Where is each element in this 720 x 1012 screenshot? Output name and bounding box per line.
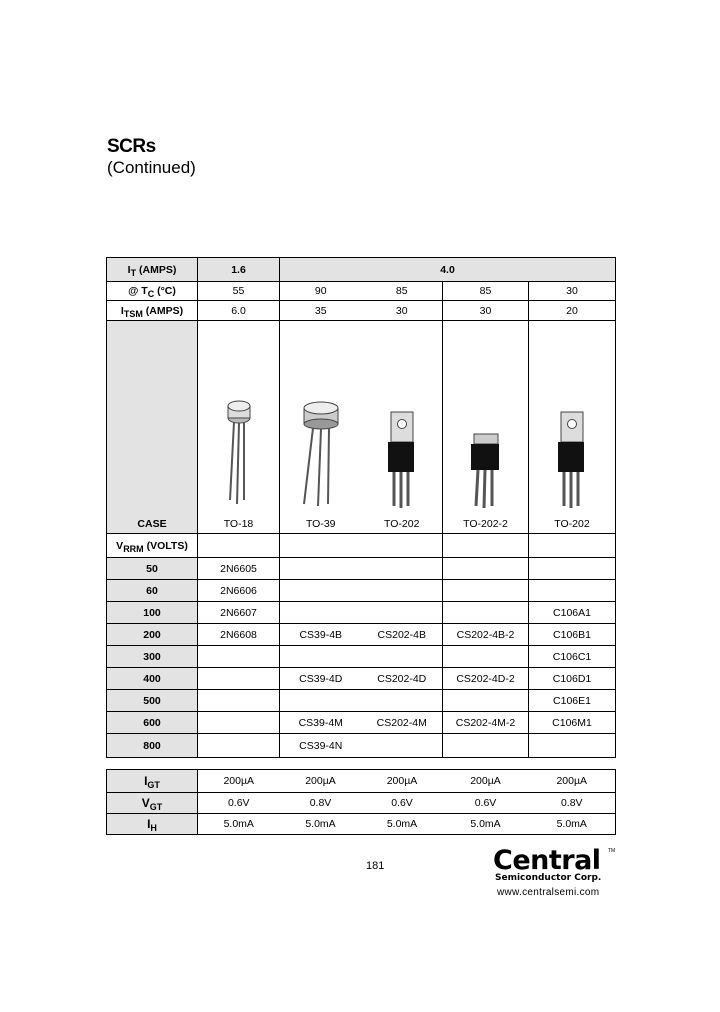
part-number: CS202-4D xyxy=(362,668,443,690)
voltage-row xyxy=(107,712,616,734)
part-number xyxy=(362,690,443,712)
to39-package-icon xyxy=(296,400,346,510)
voltage-row xyxy=(107,602,616,624)
label-subscript: GT xyxy=(147,780,160,790)
vrrm-header-row xyxy=(107,534,616,558)
part-number xyxy=(198,646,280,668)
label-symbol: I xyxy=(127,263,131,276)
part-number xyxy=(280,646,362,668)
tc-row-value: 30 xyxy=(529,282,616,301)
to202-package-icon xyxy=(552,410,592,510)
it-value: 4.0 xyxy=(280,258,616,282)
package-cell xyxy=(198,321,280,534)
to202-package-icon xyxy=(382,410,422,510)
voltage-row xyxy=(107,624,616,646)
part-number: CS202-4B-2 xyxy=(443,624,529,646)
gate-value: 0.6V xyxy=(362,793,443,814)
to18-package-icon xyxy=(219,400,259,510)
voltage-label: 200 xyxy=(107,624,198,646)
part-number xyxy=(443,646,529,668)
label-symbol: I xyxy=(147,817,151,831)
gate-row xyxy=(107,770,616,793)
voltage-row xyxy=(107,558,616,580)
package-cell xyxy=(529,321,616,534)
logo-subtitle: Semiconductor Corp. xyxy=(495,873,602,883)
label-subscript: TSM xyxy=(123,308,143,319)
website-link[interactable]: www.centralsemi.com xyxy=(497,887,600,898)
package-image-row xyxy=(107,321,616,534)
label-unit: (VOLTS) xyxy=(143,539,188,552)
itsm-row-value: 30 xyxy=(443,301,529,321)
empty-cell xyxy=(362,534,443,558)
page-number: 181 xyxy=(366,860,385,872)
part-number xyxy=(198,712,280,734)
itsm-row-label xyxy=(107,301,198,321)
part-number xyxy=(443,602,529,624)
case-name: TO-18 xyxy=(223,518,254,530)
gate-value: 0.6V xyxy=(198,793,280,814)
empty-cell xyxy=(443,534,529,558)
scr-selection-table xyxy=(106,257,616,758)
gate-value: 0.6V xyxy=(443,793,529,814)
label-subscript: C xyxy=(147,289,155,299)
part-number xyxy=(443,734,529,758)
part-number xyxy=(529,734,616,758)
voltage-label: 500 xyxy=(107,690,198,712)
voltage-label: 100 xyxy=(107,602,198,624)
tc-row-value: 55 xyxy=(198,282,280,301)
voltage-label: 50 xyxy=(107,558,198,580)
gate-value: 5.0mA xyxy=(198,814,280,835)
package-cell xyxy=(280,321,362,534)
tc-row xyxy=(107,282,616,301)
to202-2-package-icon xyxy=(466,430,506,510)
part-number: C106C1 xyxy=(529,646,616,668)
part-number: C106B1 xyxy=(529,624,616,646)
part-number xyxy=(443,558,529,580)
gate-value: 200µA xyxy=(362,770,443,793)
empty-cell xyxy=(280,534,362,558)
part-number xyxy=(362,602,443,624)
case-name: TO-202-2 xyxy=(463,518,508,530)
part-number xyxy=(362,580,443,602)
part-number: 2N6607 xyxy=(198,602,280,624)
label-subscript: H xyxy=(150,823,157,833)
part-number: CS39-4N xyxy=(280,734,362,758)
central-logo: Central xyxy=(493,845,601,876)
voltage-label: 400 xyxy=(107,668,198,690)
part-number: C106M1 xyxy=(529,712,616,734)
part-number xyxy=(443,690,529,712)
voltage-row xyxy=(107,734,616,758)
voltage-label: 800 xyxy=(107,734,198,758)
vrrm-label xyxy=(107,534,198,558)
case-name: TO-202 xyxy=(384,518,420,530)
part-number: C106D1 xyxy=(529,668,616,690)
trademark-mark: TM xyxy=(608,848,616,854)
voltage-row xyxy=(107,668,616,690)
part-number xyxy=(529,580,616,602)
gate-param-label xyxy=(107,770,198,793)
gate-value: 200µA xyxy=(198,770,280,793)
label-symbol: V xyxy=(116,539,124,552)
page-title: SCRs xyxy=(107,136,156,157)
case-name: TO-202 xyxy=(554,518,590,530)
page-subtitle: (Continued) xyxy=(107,158,196,177)
gate-value: 5.0mA xyxy=(280,814,362,835)
part-number: 2N6605 xyxy=(198,558,280,580)
label-symbol: I xyxy=(144,774,148,788)
part-number xyxy=(362,558,443,580)
gate-value: 0.8V xyxy=(280,793,362,814)
part-number xyxy=(280,690,362,712)
part-number: 2N6608 xyxy=(198,624,280,646)
gate-value: 200µA xyxy=(280,770,362,793)
part-number xyxy=(362,646,443,668)
gate-value: 5.0mA xyxy=(443,814,529,835)
voltage-row xyxy=(107,580,616,602)
part-number: CS202-4M xyxy=(362,712,443,734)
label-subscript: T xyxy=(130,267,137,278)
tc-row-label xyxy=(107,282,198,301)
part-number xyxy=(529,558,616,580)
empty-cell xyxy=(529,534,616,558)
part-number xyxy=(280,602,362,624)
voltage-label: 300 xyxy=(107,646,198,668)
label-symbol: I xyxy=(120,304,124,317)
part-number: C106A1 xyxy=(529,602,616,624)
package-cell xyxy=(443,321,529,534)
part-number: CS39-4B xyxy=(280,624,362,646)
label-subscript: GT xyxy=(149,802,163,812)
it-row xyxy=(107,258,616,282)
label-unit: (°C) xyxy=(154,285,176,297)
itsm-row-value: 30 xyxy=(362,301,443,321)
part-number: CS39-4M xyxy=(280,712,362,734)
case-name: TO-39 xyxy=(305,518,336,530)
gate-characteristics-table xyxy=(106,769,616,835)
gate-value: 5.0mA xyxy=(362,814,443,835)
part-number xyxy=(443,580,529,602)
voltage-label: 600 xyxy=(107,712,198,734)
part-number: CS39-4D xyxy=(280,668,362,690)
voltage-row xyxy=(107,690,616,712)
voltage-label: 60 xyxy=(107,580,198,602)
part-number xyxy=(362,734,443,758)
voltage-row xyxy=(107,646,616,668)
itsm-row-value: 6.0 xyxy=(198,301,280,321)
label-subscript: RRM xyxy=(123,543,144,554)
gate-value: 200µA xyxy=(443,770,529,793)
part-number xyxy=(280,580,362,602)
part-number: C106E1 xyxy=(529,690,616,712)
gate-param-label xyxy=(107,814,198,835)
it-value: 1.6 xyxy=(198,258,280,282)
part-number: CS202-4M-2 xyxy=(443,712,529,734)
gate-row xyxy=(107,814,616,835)
gate-value: 0.8V xyxy=(529,793,616,814)
gate-row xyxy=(107,793,616,814)
part-number xyxy=(198,668,280,690)
tc-row-value: 90 xyxy=(280,282,362,301)
gate-value: 5.0mA xyxy=(529,814,616,835)
gate-value: 200µA xyxy=(529,770,616,793)
case-label: CASE xyxy=(107,321,198,534)
itsm-row xyxy=(107,301,616,321)
part-number xyxy=(198,734,280,758)
label-unit: (AMPS) xyxy=(136,263,177,276)
itsm-row-value: 35 xyxy=(280,301,362,321)
part-number xyxy=(198,690,280,712)
part-number xyxy=(280,558,362,580)
part-number: CS202-4B xyxy=(362,624,443,646)
empty-cell xyxy=(198,534,280,558)
label-symbol: @ T xyxy=(128,285,148,297)
package-cell xyxy=(362,321,443,534)
part-number: CS202-4D-2 xyxy=(443,668,529,690)
label-symbol: V xyxy=(141,796,150,810)
itsm-row-value: 20 xyxy=(529,301,616,321)
it-label xyxy=(107,258,198,282)
label-unit: (AMPS) xyxy=(142,304,184,317)
tc-row-value: 85 xyxy=(443,282,529,301)
gate-param-label xyxy=(107,793,198,814)
tc-row-value: 85 xyxy=(362,282,443,301)
part-number: 2N6606 xyxy=(198,580,280,602)
